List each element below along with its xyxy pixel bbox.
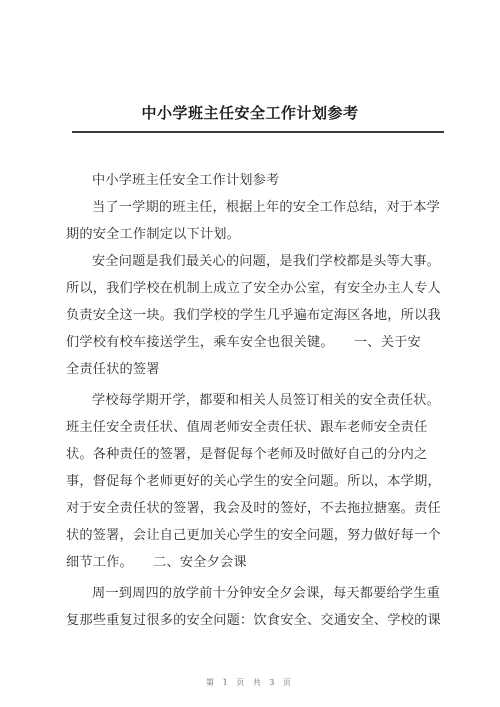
body-line: 负责安全这一块。我们学校的学生几乎遍布定海区各地，所以我 [66,308,441,323]
page-number: 第 1 页 共 3 页 [206,678,294,687]
body-line: 当了一学期的班主任，根据上年的安全工作总结，对于本学 [92,200,441,215]
body-line: 们学校有校车接送学生，乘车安全也很关键。 一、关于安 [66,335,421,350]
body-line: 状的签署，会让自己更加关心学生的安全问题，努力做好每一个 [66,528,441,543]
body-line: 对于安全责任状的签署，我会及时的签好，不去拖拉搪塞。责任 [66,501,441,516]
document-body [66,167,446,634]
body-line: 周一到周四的放学前十分钟安全夕会课，每天都要给学生重 [92,586,441,601]
body-line: 复那些重复过很多的安全问题：饮食安全、交通安全、学校的课 [66,613,441,628]
body-line: 安全问题是我们最关心的问题，是我们学校都是头等大事。 [92,254,441,269]
body-line: 全责任状的签署 [66,362,160,377]
body-line: 中小学班主任安全工作计划参考 [92,173,280,188]
document-title: 中小学班主任安全工作计划参考 [141,104,359,122]
title-divider [72,131,444,133]
body-line: 期的安全工作制定以下计划。 [66,227,241,242]
body-line: 事，督促每个老师更好的关心学生的安全问题。所以，本学期， [66,474,441,489]
body-line: 班主任安全责任状、值周老师安全责任状、跟车老师安全责任 [66,420,428,435]
body-line: 细节工作。 二、安全夕会课 [66,555,247,570]
body-line: 状。各种责任的签署，是督促每个老师及时做好自己的分内之 [66,447,428,462]
body-line: 所以，我们学校在机制上成立了安全办公室，有安全办主人专人 [66,281,441,296]
body-line: 学校每学期开学，都要和相关人员签订相关的安全责任状。 [92,393,441,408]
